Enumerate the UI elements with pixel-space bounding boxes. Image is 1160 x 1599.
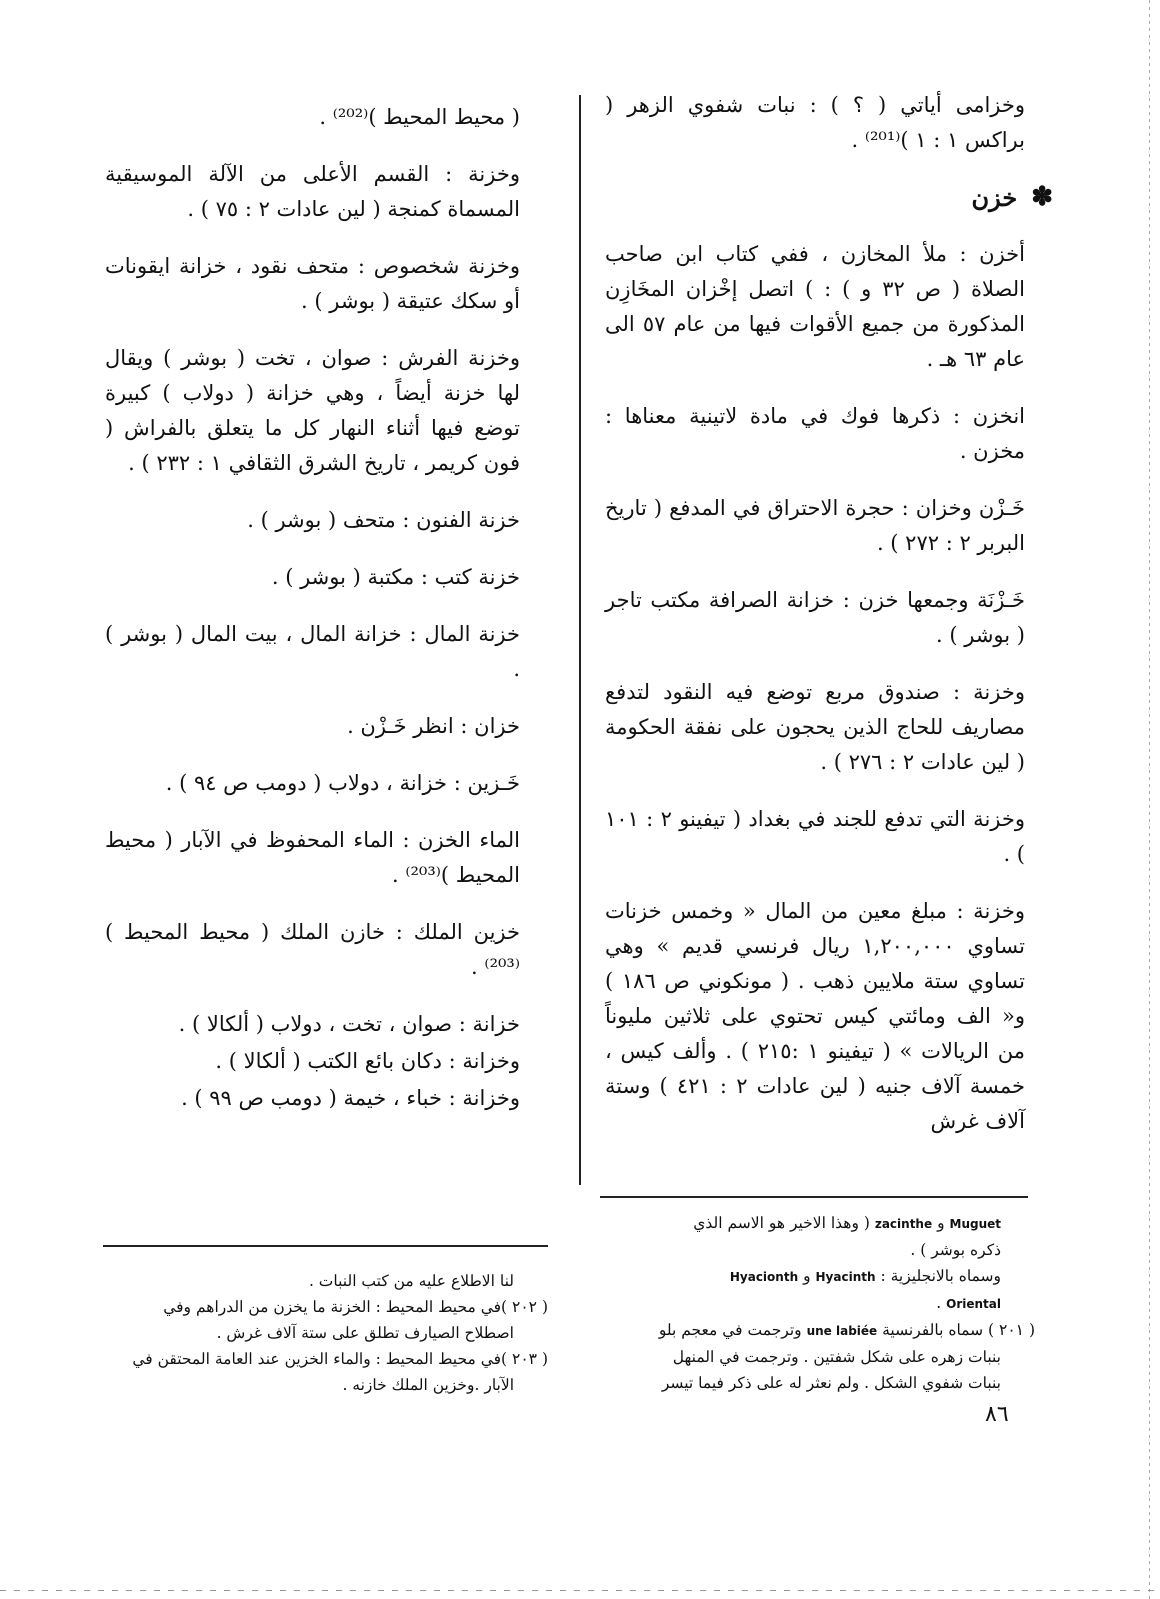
footnote-201 <box>605 1317 1035 1344</box>
page-number: ٨٦ <box>985 1402 1009 1427</box>
entry-paragraph: وخزنة : صندوق مربع توضع فيه النقود لتدفع مصاريف للحاج الذين يحجون على نفقة الحكومة ( لين عادات ٢ : ٢٧٦ ) . <box>605 680 1025 774</box>
entry-paragraph: وخزانة : دكان بائع الكتب ( ألكالا ) . <box>215 1049 520 1073</box>
footnotes-right <box>605 1210 1035 1396</box>
entry-paragraph: خَـزين : خزانة ، دولاب ( دومب ص ٩٤ ) . <box>165 771 520 795</box>
entry-paragraph: خزنة كتب : مكتبة ( بوشر ) . <box>271 565 520 589</box>
latin-term: Oriental <box>946 1297 1001 1311</box>
latin-term: une labiée <box>806 1324 878 1338</box>
entry-paragraph: وخزانة : خباء ، خيمة ( دومب ص ٩٩ ) . <box>181 1086 520 1110</box>
intro-paragraph: وخزامى أياتي ( ؟ ) : نبات شفوي الزهر ( براكس ١ : ١ )⁽²⁰¹⁾ . <box>605 93 1025 152</box>
entry-paragraph: ( محيط المحيط )⁽²⁰²⁾ . <box>319 105 520 129</box>
entry-paragraph: الماء الخزن : الماء المحفوظ في الآبار ( محيط المحيط )⁽²⁰³⁾ . <box>105 828 520 887</box>
section-heading <box>605 180 1053 215</box>
entry-paragraph: خَـزْنَة وجمعها خزن : خزانة الصرافة مكتب تاجر ( بوشر ) . <box>605 588 1025 647</box>
footnote-line <box>605 1290 1035 1317</box>
entry-paragraph: أخزن : ملأ المخازن ، ففي كتاب ابن صاحب الصلاة ( ص ٣٢ و ) : ) اتصل إخْزان المخَازِن المذكورة من جميع الأقوات فيها من عام ٥٧ الى عام ٦٣ هـ . <box>605 242 1025 371</box>
entry-paragraph: وخزنة : مبلغ معين من المال « وخمس خزنات تساوي ١,٢٠٠,٠٠٠ ريال فرنسي قديم » وهي تساوي ستة ملايين ذهب . ( مونكوني ص ١٨٦ ) و« الف ومائتي كيس تحتوي على ثلاثين مليوناً من الريالات » ( تيفينو ١ :٢١٥ ) . وألف كيس ، خمسة آلاف جنيه ( لين عادات ٢ : ٤٢١ ) وستة آلاف غرش <box>605 899 1025 1133</box>
latin-term: Muguet <box>949 1217 1001 1231</box>
entry-paragraph: وخزنة شخصوص : متحف نقود ، خزانة ايقونات أو سكك عتيقة ( بوشر ) . <box>105 254 520 313</box>
page-bottom-edge <box>0 1590 1160 1591</box>
entry-paragraph: وخزنة التي تدفع للجند في بغداد ( تيفينو ٢ : ١٠١ ) . <box>605 807 1025 866</box>
footnote-text: ( وهذا الاخير هو الاسم الذي <box>693 1214 870 1232</box>
footnote-line: الآبار .وخزين الملك خازنه . <box>342 1376 514 1394</box>
entry-paragraph: خزنة الفنون : متحف ( بوشر ) . <box>247 508 520 532</box>
entry-paragraph: خزنة المال : خزانة المال ، بيت المال ( بوشر ) . <box>105 622 520 681</box>
latin-term: Hyacionth <box>729 1270 799 1284</box>
footnote-line: بنبات شفوي الشكل . ولم نعثر له على ذكر فيما تيسر <box>661 1374 1001 1392</box>
footnote-line: ذكره بوشر ) . <box>910 1241 1001 1259</box>
right-column <box>605 88 1053 1161</box>
footnote-line: بنبات زهره على شكل شفتين . وترجمت في المنهل <box>672 1348 1001 1366</box>
conjunction: و <box>937 1214 945 1232</box>
footnote-text: . <box>936 1294 942 1312</box>
footnote-rule-left <box>103 1245 548 1247</box>
entry-paragraph: انخزن : ذكرها فوك في مادة لاتينية معناها : مخزن . <box>605 404 1025 463</box>
conjunction: و <box>803 1267 811 1285</box>
asterism-icon: ✽ <box>1031 182 1053 212</box>
footnote-203: ( ٢٠٣ )في محيط المحيط : والماء الخزين عند العامة المحتقن في <box>132 1350 548 1368</box>
footnote-text: سماه بالفرنسية <box>882 1321 984 1339</box>
footnote-text: وسماه بالانجليزية : <box>880 1267 1001 1285</box>
footnote-202: ( ٢٠٢ )في محيط المحيط : الخزنة ما يخزن من الدراهم وفي <box>163 1298 548 1316</box>
footnote-line: اصطلاح الصيارف تطلق على ستة آلاف غرش . <box>216 1324 514 1342</box>
left-column <box>105 100 520 1138</box>
entry-paragraph: خزانة : صوان ، تخت ، دولاب ( ألكالا ) . <box>178 1012 520 1036</box>
entry-paragraph: خَـزْن وخزان : حجرة الاحتراق في المدفع ( تاريخ البربر ٢ : ٢٧٢ ) . <box>605 496 1025 555</box>
page-edge <box>1149 0 1150 1599</box>
footnote-rule-right <box>600 1196 1028 1198</box>
footnote-line <box>605 1263 1035 1290</box>
footnotes-left <box>103 1268 548 1398</box>
entry-paragraph: خزان : انظر خَـزْن . <box>347 714 520 738</box>
column-divider <box>579 95 581 1185</box>
latin-term: zacinthe <box>874 1217 933 1231</box>
footnote-text: وترجمت في معجم بلو <box>658 1321 802 1339</box>
latin-term: Hyacinth <box>815 1270 876 1284</box>
entry-paragraph: وخزنة الفرش : صوان ، تخت ( بوشر ) ويقال لها خزنة أيضاً ، وهي خزانة ( دولاب ) كبيرة توضع فيها أثناء النهار كل ما يتعلق بالفراش ( فون كريمر ، تاريخ الشرق الثقافي ١ : ٢٣٢ ) . <box>105 346 520 475</box>
footnote-line <box>605 1210 1035 1237</box>
entry-paragraph: خزين الملك : خازن الملك ( محيط المحيط )⁽²⁰³⁾ . <box>105 920 520 979</box>
heading-word: خزن <box>971 183 1018 212</box>
footnote-line: لنا الاطلاع عليه من كتب النبات . <box>308 1272 514 1290</box>
footnote-marker: ( ٢٠١ ) <box>988 1321 1035 1339</box>
entry-paragraph: وخزنة : القسم الأعلى من الآلة الموسيقية المسماة كمنجة ( لين عادات ٢ : ٧٥ ) . <box>105 162 520 221</box>
